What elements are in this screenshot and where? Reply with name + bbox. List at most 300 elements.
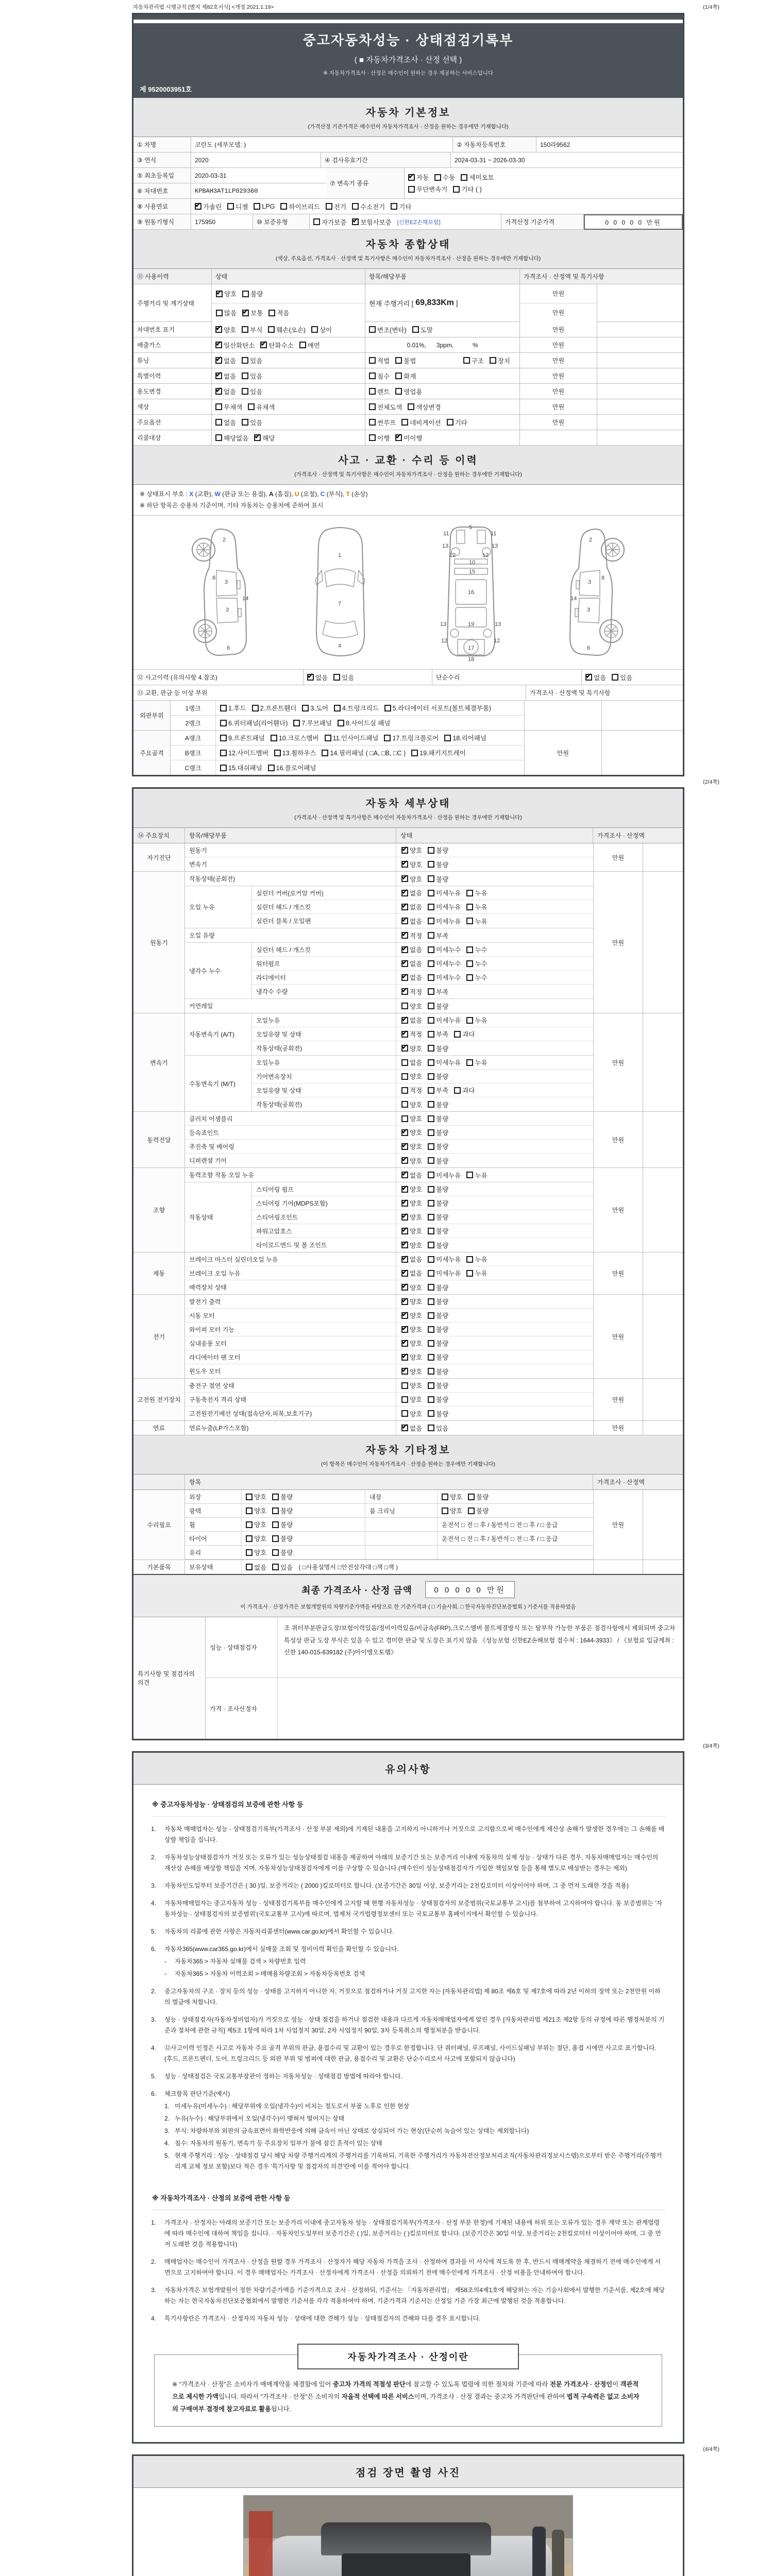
checkbox[interactable] [246, 1564, 253, 1570]
checkbox[interactable] [272, 1521, 279, 1528]
checkbox[interactable] [395, 357, 402, 364]
part-name: 클러치 어셈블리 [185, 1112, 396, 1125]
checkbox[interactable] [401, 1214, 408, 1221]
svg-text:14: 14 [570, 596, 577, 602]
checkbox[interactable] [369, 388, 376, 395]
item-number: 5. [151, 2073, 157, 2080]
checkbox[interactable] [428, 1410, 434, 1417]
option-label: 불량 [436, 1115, 449, 1123]
basic-info-header [133, 98, 683, 137]
checkbox[interactable] [428, 1326, 434, 1333]
checkbox[interactable] [311, 326, 318, 333]
checkbox[interactable] [274, 750, 281, 756]
checkbox[interactable] [428, 875, 434, 882]
checkbox[interactable] [242, 357, 248, 364]
checkbox[interactable] [242, 388, 248, 395]
checkbox[interactable] [401, 1172, 408, 1178]
checkbox[interactable] [401, 1115, 408, 1122]
photos-title: 점검 장면 촬영 사진 [355, 2467, 461, 2479]
checkbox[interactable] [401, 1143, 408, 1150]
checkbox[interactable] [215, 403, 222, 410]
checkbox[interactable] [220, 705, 227, 711]
checkbox[interactable] [401, 918, 408, 924]
checkbox[interactable] [401, 1382, 408, 1389]
vin-label: ⑥ 차대번호 [133, 183, 191, 199]
checkbox[interactable] [428, 1425, 434, 1431]
checkbox[interactable] [428, 1312, 434, 1319]
checkbox[interactable] [246, 1535, 253, 1542]
option-label: 11.인사이드패널 [332, 735, 379, 742]
checkbox[interactable] [401, 1031, 408, 1038]
checkbox[interactable] [401, 1312, 408, 1319]
state-options [396, 1168, 593, 1182]
option [395, 433, 422, 443]
part-name: 오일누유 [252, 1013, 396, 1027]
checkbox[interactable] [369, 372, 376, 379]
checkbox[interactable] [268, 310, 275, 316]
checkbox[interactable] [352, 203, 359, 210]
checkbox[interactable] [428, 1284, 434, 1291]
checkbox[interactable] [369, 326, 376, 333]
checkbox[interactable] [401, 1425, 408, 1431]
state-options [396, 1350, 593, 1364]
checkbox[interactable] [466, 946, 473, 953]
checkbox[interactable] [466, 918, 473, 924]
option [411, 748, 466, 757]
notes-cell [643, 872, 683, 1013]
checkbox[interactable] [428, 1340, 434, 1347]
checkbox[interactable] [322, 750, 328, 756]
checkbox[interactable] [466, 890, 473, 896]
checkbox[interactable] [384, 705, 391, 711]
checkbox[interactable] [428, 1045, 434, 1052]
checkbox[interactable] [428, 1101, 434, 1108]
rank-options [216, 701, 524, 715]
checkbox[interactable] [401, 904, 408, 910]
detail-row [252, 985, 593, 998]
checkbox[interactable] [466, 1059, 473, 1066]
checkbox[interactable] [195, 203, 201, 210]
option [322, 748, 406, 757]
part-name: 라디에이터 [252, 971, 396, 984]
checkbox[interactable] [428, 960, 434, 967]
checkbox[interactable] [401, 1073, 408, 1080]
part-name: 오일유량 및 상태 [252, 1083, 396, 1097]
checkbox[interactable] [401, 988, 408, 995]
option [246, 1506, 266, 1515]
checkbox[interactable] [428, 988, 434, 995]
option [428, 902, 461, 911]
final-price-value: 0 0 0 0 0 만원 [425, 1581, 515, 1598]
state-options [396, 1266, 593, 1280]
option-label: 미세누유 [436, 1270, 461, 1278]
checkbox[interactable] [242, 310, 249, 316]
checkbox[interactable] [401, 1087, 408, 1094]
option-label: 적정 [410, 1087, 423, 1095]
checkbox[interactable] [401, 419, 408, 426]
checkbox[interactable] [246, 1494, 253, 1500]
checkbox[interactable] [401, 1340, 408, 1347]
checkbox[interactable] [246, 1507, 253, 1514]
option [428, 945, 461, 954]
checkbox[interactable] [408, 174, 415, 181]
checkbox[interactable] [401, 1326, 408, 1333]
option [466, 945, 487, 954]
checkbox[interactable] [428, 1115, 434, 1122]
option-label: 매연 [307, 342, 320, 349]
checkbox[interactable] [428, 1200, 434, 1207]
checkbox[interactable] [466, 974, 473, 981]
option [246, 1520, 266, 1529]
option-label: 양호 [410, 1396, 423, 1404]
option [215, 418, 236, 427]
checkbox[interactable] [428, 918, 434, 924]
checkbox[interactable] [254, 203, 260, 210]
option-label: 탄화수소 [268, 342, 294, 349]
checkbox[interactable] [428, 1186, 434, 1193]
checkbox[interactable] [384, 735, 391, 741]
checkbox[interactable] [428, 1003, 434, 1009]
legend-part: (부식), [325, 490, 346, 498]
checkbox[interactable] [215, 357, 222, 364]
checkbox[interactable] [215, 434, 222, 441]
option-label: 불량 [436, 1410, 449, 1418]
state-options [396, 985, 593, 998]
repair-options-a [242, 1546, 365, 1559]
checkbox[interactable] [585, 674, 592, 681]
checkbox[interactable] [428, 946, 434, 953]
checkbox[interactable] [401, 1410, 408, 1417]
checkbox[interactable] [272, 1507, 279, 1514]
checkbox[interactable] [428, 932, 434, 939]
checkbox[interactable] [401, 974, 408, 981]
checkbox[interactable] [215, 419, 222, 426]
subitem-number: 3. [164, 2127, 170, 2135]
checkbox[interactable] [268, 326, 275, 333]
option-label: 17.트렁크플로어 [392, 735, 439, 742]
option [369, 387, 390, 396]
rank-options [216, 745, 524, 760]
checkbox[interactable] [369, 403, 376, 410]
checkbox[interactable] [246, 1549, 253, 1556]
checkbox[interactable] [401, 1157, 408, 1164]
checkbox[interactable] [325, 735, 331, 741]
svg-text:19: 19 [468, 621, 475, 628]
basic-items-label: 기본품목 [133, 1560, 185, 1574]
checkbox[interactable] [401, 1228, 408, 1234]
checkbox[interactable] [408, 403, 414, 410]
checkbox[interactable] [401, 1284, 408, 1291]
device-block [185, 1112, 593, 1167]
item-options [369, 402, 447, 412]
checkbox[interactable] [434, 174, 441, 181]
checkbox[interactable] [468, 1507, 475, 1514]
checkbox[interactable] [242, 326, 248, 333]
item-text: 체크항목 판단기준(예시) [164, 2090, 230, 2098]
checkbox[interactable] [428, 1087, 434, 1094]
checkbox[interactable] [268, 765, 275, 771]
checkbox[interactable] [428, 1143, 434, 1150]
person [552, 2530, 564, 2576]
device-blocks [185, 872, 593, 1013]
checkbox[interactable] [612, 674, 618, 681]
checkbox[interactable] [391, 203, 397, 210]
repair-row [185, 1546, 593, 1560]
checkbox[interactable] [227, 203, 234, 210]
detail-row [252, 1083, 593, 1097]
checkbox[interactable] [401, 1017, 408, 1024]
notes-cell [643, 1252, 683, 1294]
checkbox[interactable] [442, 1494, 448, 1500]
option [428, 845, 448, 855]
checkbox[interactable] [401, 960, 408, 967]
checkbox[interactable] [272, 1494, 279, 1500]
checkbox[interactable] [466, 1270, 473, 1277]
checkbox[interactable] [401, 1242, 408, 1248]
checkbox[interactable] [428, 1298, 434, 1305]
checkbox[interactable] [428, 904, 434, 910]
checkbox[interactable] [490, 357, 496, 364]
checkbox[interactable] [401, 1354, 408, 1361]
option [442, 1492, 462, 1501]
option-label: 미세누수 [436, 974, 461, 982]
checkbox[interactable] [369, 357, 376, 364]
remarks-table [133, 1617, 683, 1739]
checkbox[interactable] [369, 419, 376, 426]
checkbox[interactable] [369, 434, 376, 441]
accident-history-label: ⑫ 사고이력 (유의사항 4.참조) [133, 670, 304, 685]
checkbox[interactable] [220, 750, 227, 756]
repair-item-b [365, 1546, 438, 1559]
option [254, 203, 275, 210]
option-label: 미세누수 [436, 960, 461, 968]
checkbox[interactable] [466, 960, 473, 967]
col-use-history: ⑪ 사용이력 [133, 269, 212, 284]
option [227, 202, 248, 211]
option [215, 433, 248, 443]
checkbox[interactable] [271, 735, 277, 741]
checkbox[interactable] [242, 291, 249, 297]
checkbox[interactable] [428, 1354, 434, 1361]
option [401, 1297, 422, 1306]
checkbox[interactable] [313, 218, 320, 225]
item-options [369, 433, 428, 443]
checkbox[interactable] [466, 1172, 473, 1178]
definition-part: 법적 구속력은 없고 소비자의 구매여부 결정에 참고자료로 활용 [172, 2393, 640, 2413]
checkbox[interactable] [401, 861, 408, 868]
checkbox[interactable] [428, 1031, 434, 1038]
checkbox[interactable] [260, 342, 267, 348]
checkbox[interactable] [428, 1073, 434, 1080]
option-label: 양호 [410, 1410, 423, 1418]
device-block [185, 872, 593, 886]
checkbox[interactable] [428, 1270, 434, 1277]
checkbox[interactable] [293, 720, 300, 726]
checkbox[interactable] [352, 218, 359, 225]
checkbox[interactable] [272, 1564, 279, 1570]
checkbox[interactable] [468, 1494, 475, 1500]
part-name: 스티어링조인트 [252, 1210, 396, 1224]
checkbox[interactable] [302, 705, 309, 711]
checkbox[interactable] [401, 932, 408, 939]
option [242, 289, 263, 298]
part-name: 커먼레일 [185, 999, 396, 1013]
checkbox[interactable] [428, 1129, 434, 1136]
checkbox[interactable] [428, 1228, 434, 1234]
checkbox[interactable] [272, 1535, 279, 1542]
checkbox[interactable] [338, 720, 344, 726]
checkbox[interactable] [401, 1270, 408, 1277]
checkbox[interactable] [272, 1549, 279, 1556]
checkbox[interactable] [401, 875, 408, 882]
checkbox[interactable] [428, 1172, 434, 1178]
checkbox[interactable] [242, 372, 248, 379]
repair-text-b: 운전석 □ 전 □ 후 / 동반석 □ 전 □ 후 / □ 응급 [442, 1521, 558, 1529]
subitem-number: 2. [164, 2115, 170, 2123]
checkbox[interactable] [428, 1368, 434, 1375]
checkbox[interactable] [453, 186, 460, 193]
option [434, 173, 455, 182]
checkbox[interactable] [401, 946, 408, 953]
checkbox[interactable] [248, 403, 255, 410]
checkbox[interactable] [215, 342, 222, 348]
checkbox[interactable] [216, 291, 223, 297]
simple-repair-options [582, 670, 683, 685]
checkbox[interactable] [395, 388, 402, 395]
option-label: 불량 [436, 1143, 449, 1151]
option [428, 1044, 448, 1053]
option [369, 418, 396, 427]
option-label: 양호 [410, 1045, 423, 1053]
checkbox[interactable] [215, 372, 222, 379]
checkbox[interactable] [401, 1298, 408, 1305]
option-label: 불량 [436, 1101, 449, 1109]
checkbox[interactable] [326, 203, 332, 210]
detail-title: 자동차 세부상태 [365, 798, 451, 810]
option-label: 미세누유 [436, 918, 461, 925]
checkbox[interactable] [401, 1045, 408, 1052]
checkbox[interactable] [442, 1507, 448, 1514]
checkbox[interactable] [401, 1256, 408, 1263]
checkbox[interactable] [252, 705, 259, 711]
checkbox[interactable] [334, 705, 341, 711]
checkbox[interactable] [428, 1256, 434, 1263]
reg-no-label: ② 자동차등록번호 [453, 137, 536, 152]
checkbox[interactable] [246, 1521, 253, 1528]
checkbox[interactable] [428, 861, 434, 868]
item-options [369, 325, 439, 334]
car-diagram-side-right [555, 523, 645, 662]
item-number: 2. [151, 2258, 157, 2266]
checkbox[interactable] [444, 735, 451, 741]
item-options [369, 371, 422, 381]
checkbox[interactable] [401, 1368, 408, 1375]
checkbox[interactable] [461, 174, 467, 181]
checkbox[interactable] [411, 750, 418, 756]
block-sub-label: 작동상태 [185, 1182, 252, 1252]
checkbox[interactable] [333, 674, 340, 681]
price-cell: 만원 [593, 1421, 643, 1435]
part-name: 발전기 출력 [185, 1295, 396, 1308]
checkbox[interactable] [401, 847, 408, 854]
banner [249, 2511, 273, 2576]
checkbox[interactable] [454, 1031, 461, 1038]
checkbox[interactable] [220, 765, 227, 771]
option [466, 1058, 487, 1067]
option [428, 1156, 448, 1165]
checkbox[interactable] [401, 1003, 408, 1009]
checkbox[interactable] [428, 1059, 434, 1066]
checkbox[interactable] [428, 847, 434, 854]
checkbox[interactable] [401, 1059, 408, 1066]
definition-part: 에 참고할 수 있도록 법령에 의한 절차와 기준에 따라 [405, 2381, 550, 2388]
device-blocks [185, 843, 593, 871]
checkbox[interactable] [216, 310, 223, 316]
checkbox[interactable] [428, 1382, 434, 1389]
col-state: 상태 [212, 269, 365, 284]
checkbox[interactable] [428, 890, 434, 896]
checkbox[interactable] [220, 720, 227, 726]
notes-cell [643, 1421, 683, 1435]
checkbox[interactable] [401, 890, 408, 896]
checkbox[interactable] [447, 419, 453, 426]
checkbox[interactable] [412, 326, 419, 333]
repair-row [185, 1518, 593, 1532]
option [401, 1395, 422, 1404]
option [369, 325, 407, 334]
checkbox[interactable] [401, 1129, 408, 1136]
checkbox[interactable] [401, 1101, 408, 1108]
checkbox[interactable] [463, 357, 470, 364]
option-label: 장치 [497, 357, 510, 365]
option [401, 1255, 422, 1264]
price-cell: 만원 [593, 872, 643, 1013]
checkbox[interactable] [428, 1396, 434, 1403]
option-label: 미이행 [404, 434, 423, 442]
checkbox[interactable] [408, 186, 415, 193]
checkbox[interactable] [466, 1017, 473, 1024]
checkbox[interactable] [220, 735, 227, 741]
checkbox[interactable] [307, 674, 314, 681]
checkbox[interactable] [428, 1017, 434, 1024]
checkbox[interactable] [428, 1242, 434, 1248]
checkbox[interactable] [466, 904, 473, 910]
checkbox[interactable] [401, 1186, 408, 1193]
checkbox[interactable] [428, 974, 434, 981]
checkbox[interactable] [299, 342, 306, 348]
option-label: 양호 [410, 1326, 423, 1334]
checkbox[interactable] [401, 1396, 408, 1403]
checkbox[interactable] [401, 1200, 408, 1207]
checkbox[interactable] [428, 1214, 434, 1221]
checkbox[interactable] [280, 203, 287, 210]
checkbox[interactable] [215, 326, 222, 333]
checkbox[interactable] [242, 419, 248, 426]
overall-rows [133, 322, 683, 446]
notice-item [151, 2043, 665, 2064]
checkbox[interactable] [428, 1157, 434, 1164]
checkbox[interactable] [395, 372, 402, 379]
checkbox[interactable] [395, 434, 402, 441]
checkbox[interactable] [254, 434, 261, 441]
document-note: ※ 자동차가격조사 · 산정은 매수인이 원하는 경우 제공하는 서비스입니다 [323, 70, 493, 76]
checkbox[interactable] [215, 388, 222, 395]
block-sub-label: 수동변속기 (M/T) [185, 1056, 252, 1111]
option [260, 341, 293, 350]
checkbox[interactable] [454, 1087, 461, 1094]
checkbox[interactable] [466, 1256, 473, 1263]
item-number: 6. [151, 1945, 157, 1953]
